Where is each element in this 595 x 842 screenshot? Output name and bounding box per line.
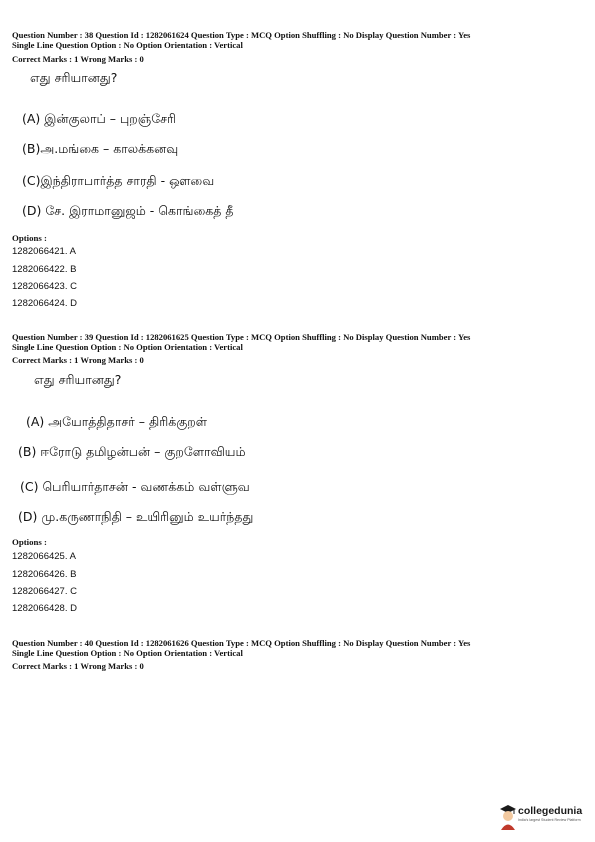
question-39-meta-line-1: Question Number : 39 Question Id : 1282061625 Question Type : MCQ Option Shuffling : No Display Question Number : Yes xyxy=(12,332,471,342)
question-39-option-3: 1282066427. C xyxy=(12,586,77,597)
question-39-marks: Correct Marks : 1 Wrong Marks : 0 xyxy=(12,355,144,365)
question-38-options-label: Options : xyxy=(12,233,47,243)
question-40-meta-line-1: Question Number : 40 Question Id : 1282061626 Question Type : MCQ Option Shuffling : No Display Question Number : Yes xyxy=(12,638,471,648)
question-39-option-1: 1282066425. A xyxy=(12,551,76,562)
question-40-meta-line-2: Single Line Question Option : No Option Orientation : Vertical xyxy=(12,648,243,658)
question-38-text: எது சரியானது? xyxy=(30,70,118,85)
question-38-option-1: 1282066421. A xyxy=(12,246,76,257)
logo-name: collegedunia xyxy=(518,805,583,817)
question-39-option-4: 1282066428. D xyxy=(12,603,77,614)
question-38-choice-a: (A) இன்குலாப் – புறஞ்சேரி xyxy=(22,111,177,126)
question-38-choice-c: (C)இந்திராபார்த்த சாரதி - ஔவை xyxy=(22,173,215,188)
question-38-option-3: 1282066423. C xyxy=(12,281,77,292)
question-38-marks: Correct Marks : 1 Wrong Marks : 0 xyxy=(12,54,144,64)
question-39-meta-line-2: Single Line Question Option : No Option Orientation : Vertical xyxy=(12,342,243,352)
question-39-choice-d: (D) மு.கருணாநிதி – உயிரினும் உயர்ந்தது xyxy=(18,509,254,524)
question-39-choice-b: (B) ஈரோடு தமிழன்பன் – குறளோவியம் xyxy=(18,444,246,459)
collegedunia-logo xyxy=(498,803,590,833)
question-38-option-4: 1282066424. D xyxy=(12,298,77,309)
question-38-meta-line-2: Single Line Question Option : No Option Orientation : Vertical xyxy=(12,40,243,50)
question-38-choice-b: (B)அ.மங்கை – காலக்கனவு xyxy=(22,141,179,156)
question-38-meta-line-1: Question Number : 38 Question Id : 1282061624 Question Type : MCQ Option Shuffling : No Display Question Number : Yes xyxy=(12,30,471,40)
logo-tagline: India's largest Student Review Platform xyxy=(518,818,581,822)
question-38-choice-d: (D) சே. இராமானுஜம் - கொங்கைத் தீ xyxy=(22,203,234,218)
graduate-mascot-icon xyxy=(498,803,518,831)
question-38-option-2: 1282066422. B xyxy=(12,264,77,275)
question-39-option-2: 1282066426. B xyxy=(12,569,77,580)
question-39-choice-c: (C) பெரியார்தாசன் - வணக்கம் வள்ளுவ xyxy=(20,479,250,494)
question-39-text: எது சரியானது? xyxy=(34,372,122,387)
question-39-options-label: Options : xyxy=(12,537,47,547)
question-40-marks: Correct Marks : 1 Wrong Marks : 0 xyxy=(12,661,144,671)
question-39-choice-a: (A) அயோத்திதாசர் – திரிக்குறள் xyxy=(26,414,208,429)
